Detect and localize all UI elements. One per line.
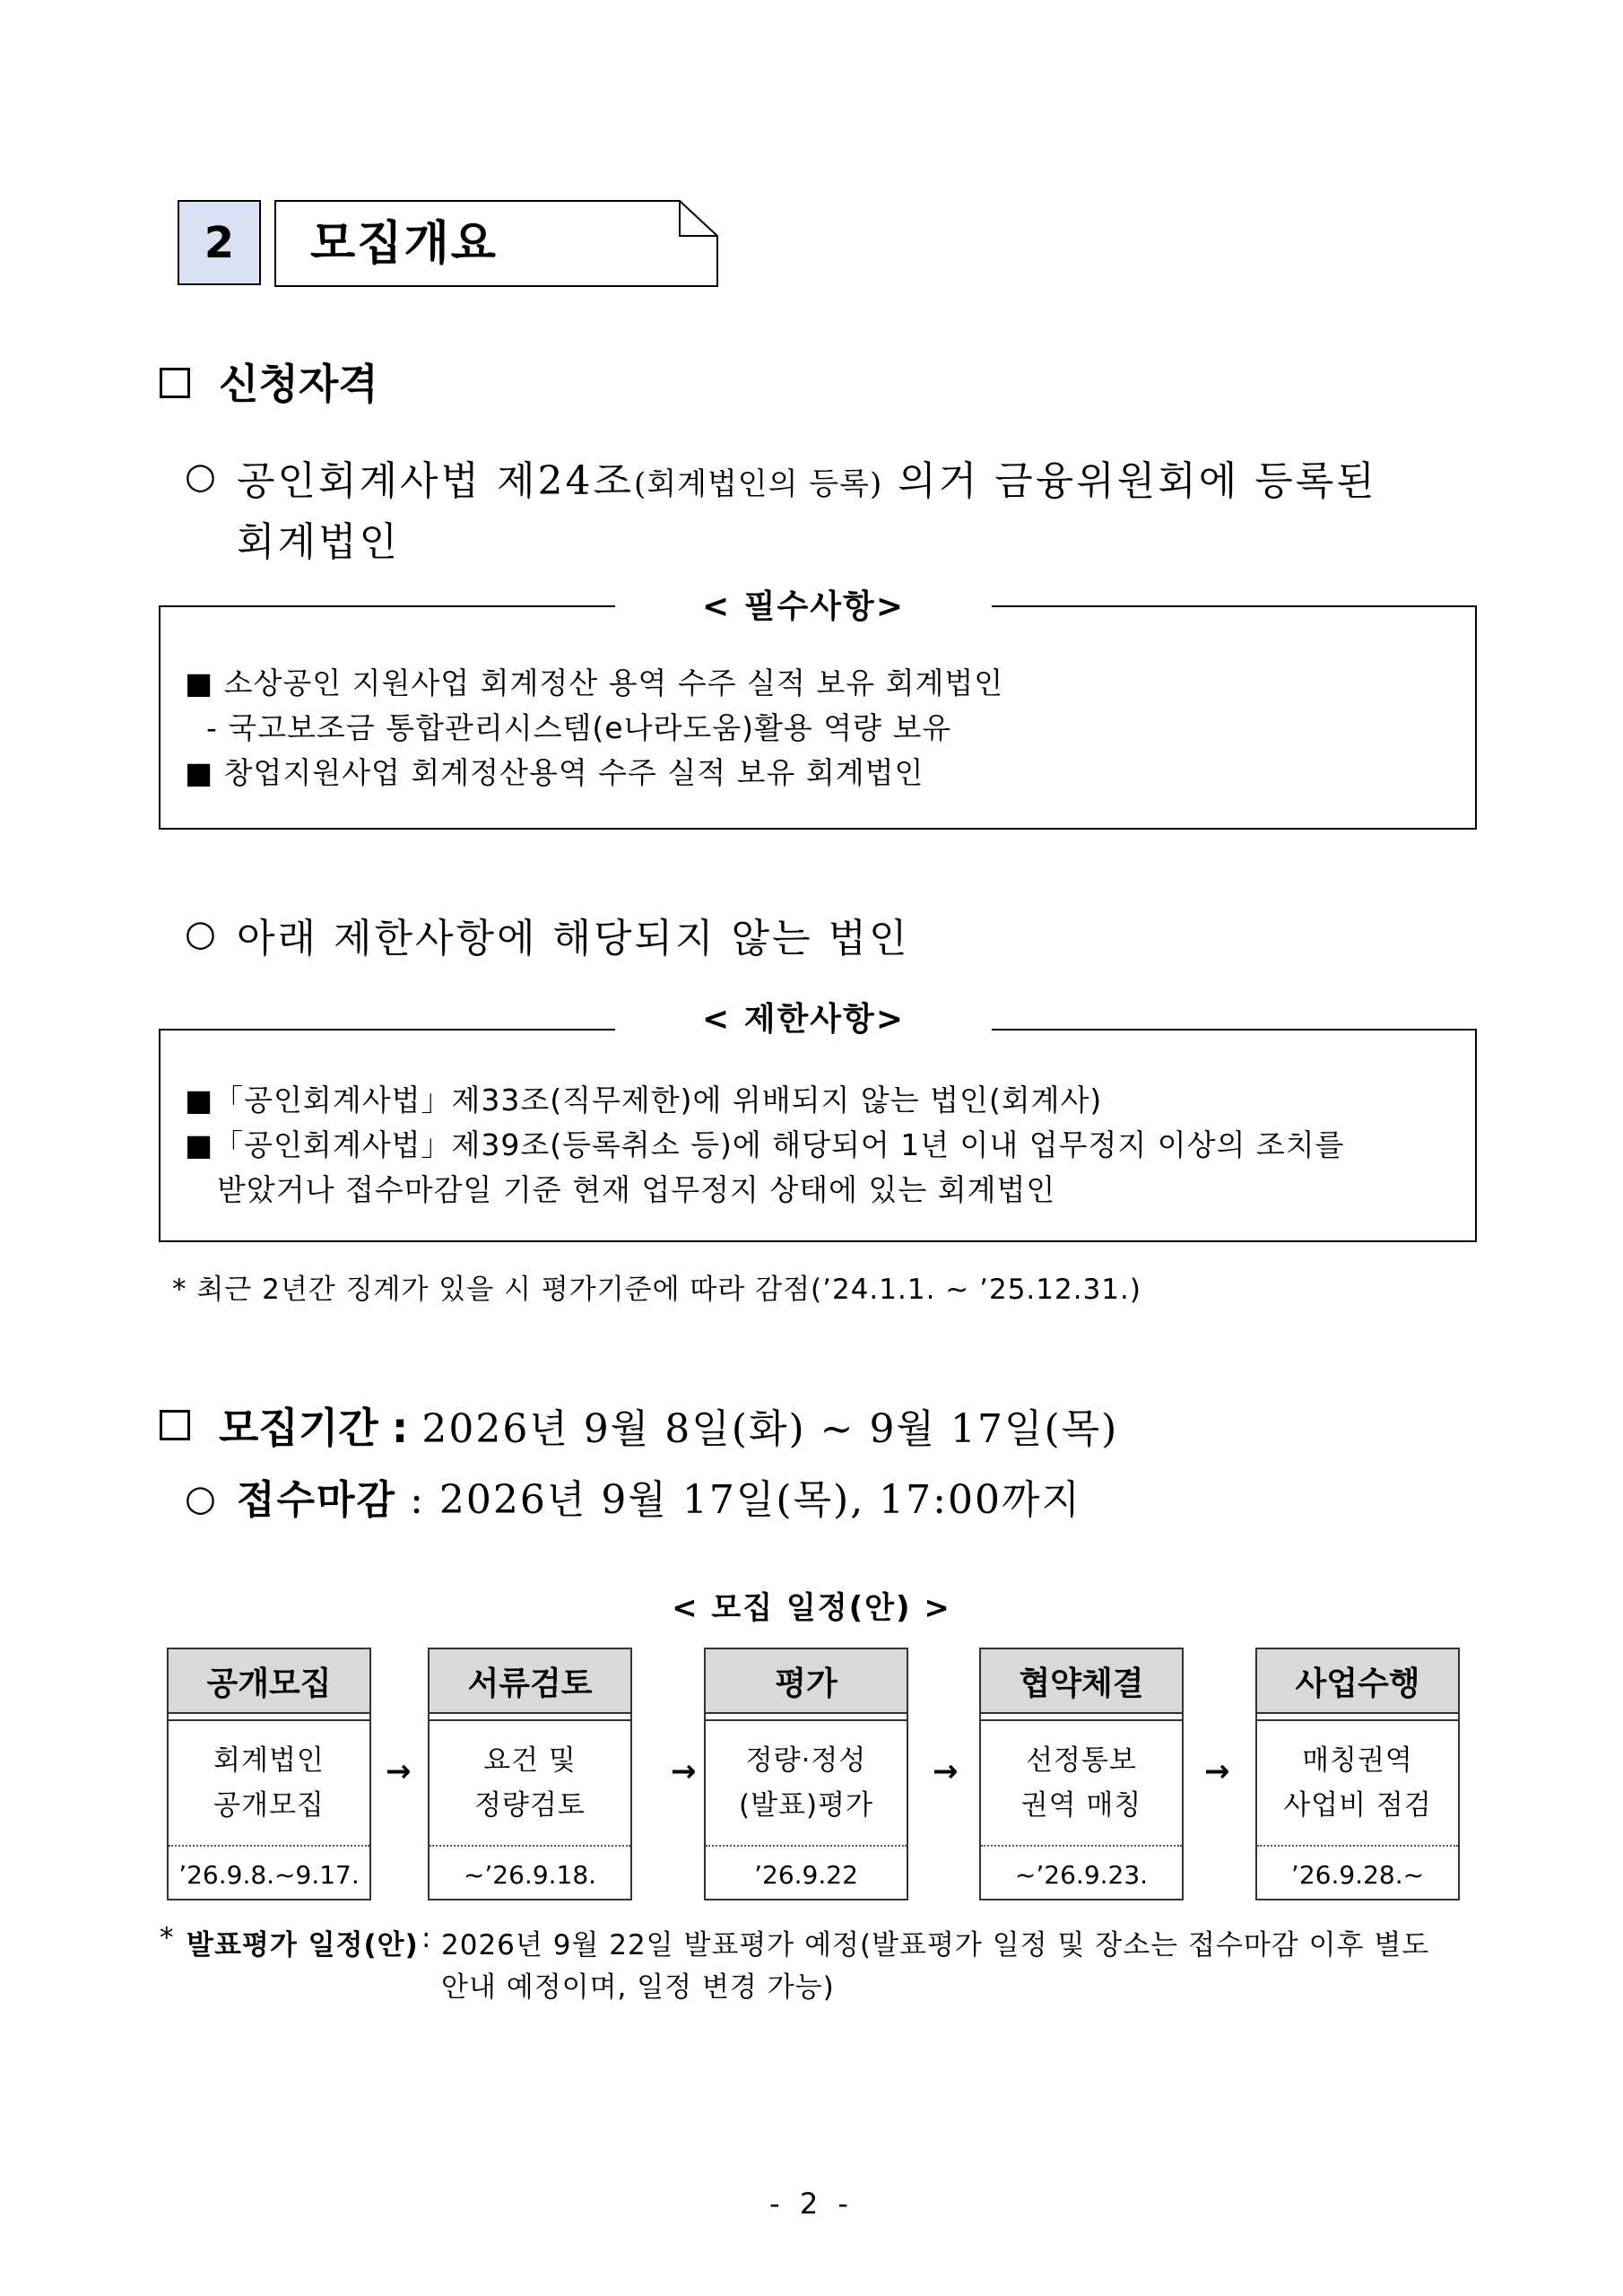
- step-line: 정량검토: [474, 1789, 586, 1822]
- schedule-step-1: [167, 1648, 371, 1900]
- step-line: 회계법인: [213, 1744, 325, 1777]
- step-line: 매칭권역: [1302, 1744, 1413, 1777]
- restriction-item-2-cont: 받았거나 접수마감일 기준 현재 업무정지 상태에 있는 회계법인: [217, 1172, 1056, 1207]
- eligibility-bullet-1-line-2: 회계법인: [237, 519, 401, 565]
- circle-bullet-icon: ○: [185, 1478, 216, 1519]
- penalty-note: * 최근 2년간 징계가 있을 시 평가기준에 따라 감점(’24.1.1. ~ ’25.12.31.): [172, 1274, 1141, 1306]
- restrictions-title: < 제한사항>: [615, 994, 992, 1039]
- step-line: 사업비 점검: [1283, 1789, 1432, 1822]
- step-line: 정량·정성: [745, 1744, 867, 1777]
- step-line: (발표)평가: [739, 1789, 873, 1822]
- schedule-note-line-2: 안내 예정이며, 일정 변경 가능): [441, 1971, 835, 2004]
- step-line: 공개모집: [213, 1789, 325, 1822]
- right-arrow-icon: →: [671, 1753, 697, 1789]
- eligibility-heading: 신청자격: [219, 360, 378, 408]
- required-item-2: ■ 창업지원사업 회계정산용역 수주 실적 보유 회계법인: [185, 755, 924, 790]
- right-arrow-icon: →: [386, 1753, 412, 1789]
- schedule-note-line-1: 2026년 9월 22일 발표평가 예정(발표평가 일정 및 장소는 접수마감 이후 별도: [441, 1929, 1430, 1961]
- checkbox-square-icon: [160, 368, 190, 398]
- circle-bullet-icon: ○: [185, 913, 216, 954]
- step-head: 협약체결: [981, 1649, 1182, 1714]
- eligibility-bullet-2: 아래 제한사항에 해당되지 않는 법인: [237, 916, 910, 961]
- deadline-line: [237, 1467, 1081, 1525]
- restriction-item-2: ■「공인회계사법」제39조(등록취소 등)에 해당되어 1년 이내 업무정지 이상의 조치를: [185, 1127, 1345, 1162]
- period-value: 2026년 9월 8일(화) ~ 9월 17일(목): [421, 1406, 1119, 1452]
- step-line: 요건 및: [483, 1744, 577, 1777]
- schedule-note-colon: :: [421, 1922, 432, 1954]
- period-heading: 모집기간: [219, 1404, 378, 1452]
- eligibility-bullet-1-line-1: 공인회계사법 제24조(회계법인의 등록) 의거 금융위원회에 등록된: [237, 458, 1377, 504]
- deadline-label: 접수마감: [237, 1477, 397, 1523]
- step-head: 공개모집: [169, 1649, 369, 1714]
- step-head: 사업수행: [1257, 1649, 1458, 1714]
- circle-bullet-icon: ○: [185, 456, 216, 497]
- right-arrow-icon: →: [1204, 1753, 1230, 1789]
- required-title: < 필수사항>: [615, 581, 992, 627]
- schedule-note-label: 발표평가 일정(안): [187, 1929, 419, 1961]
- step-date: ’26.9.28.~: [1257, 1845, 1458, 1902]
- schedule-title: < 모집 일정(안) >: [672, 1590, 951, 1626]
- schedule-step-5: [1255, 1648, 1460, 1900]
- checkbox-square-icon: [160, 1410, 190, 1440]
- section-number: 2: [178, 200, 261, 285]
- step-date: ’26.9.8.~9.17.: [169, 1845, 369, 1902]
- schedule-note-star: *: [160, 1922, 175, 1954]
- restriction-item-1: ■「공인회계사법」제33조(직무제한)에 위배되지 않는 법인(회계사): [185, 1083, 1103, 1118]
- schedule-step-2: [428, 1648, 632, 1900]
- page-number: - 2 -: [769, 2187, 854, 2221]
- period-line: 모집기간 : 2026년 9월 8일(화) ~ 9월 17일(목): [219, 1404, 1119, 1452]
- step-line: 선정통보: [1026, 1744, 1137, 1777]
- step-head: 평가: [706, 1649, 907, 1714]
- schedule-step-3: [704, 1648, 908, 1900]
- section-title: 모집개요: [310, 217, 498, 271]
- deadline-value: : 2026년 9월 17일(목), 17:00까지: [410, 1477, 1081, 1523]
- schedule-step-4: [979, 1648, 1184, 1900]
- step-line: 권역 매칭: [1020, 1789, 1142, 1822]
- required-item-1-sub: - 국고보조금 통합관리시스템(e나라도움)활용 역량 보유: [206, 710, 952, 745]
- step-date: ~’26.9.18.: [430, 1845, 630, 1902]
- step-date: ~’26.9.23.: [981, 1845, 1182, 1902]
- step-head: 서류검토: [430, 1649, 630, 1714]
- step-date: ’26.9.22: [706, 1845, 907, 1902]
- right-arrow-icon: →: [933, 1753, 959, 1789]
- required-item-1: ■ 소상공인 지원사업 회계정산 용역 수주 실적 보유 회계법인: [185, 665, 1004, 700]
